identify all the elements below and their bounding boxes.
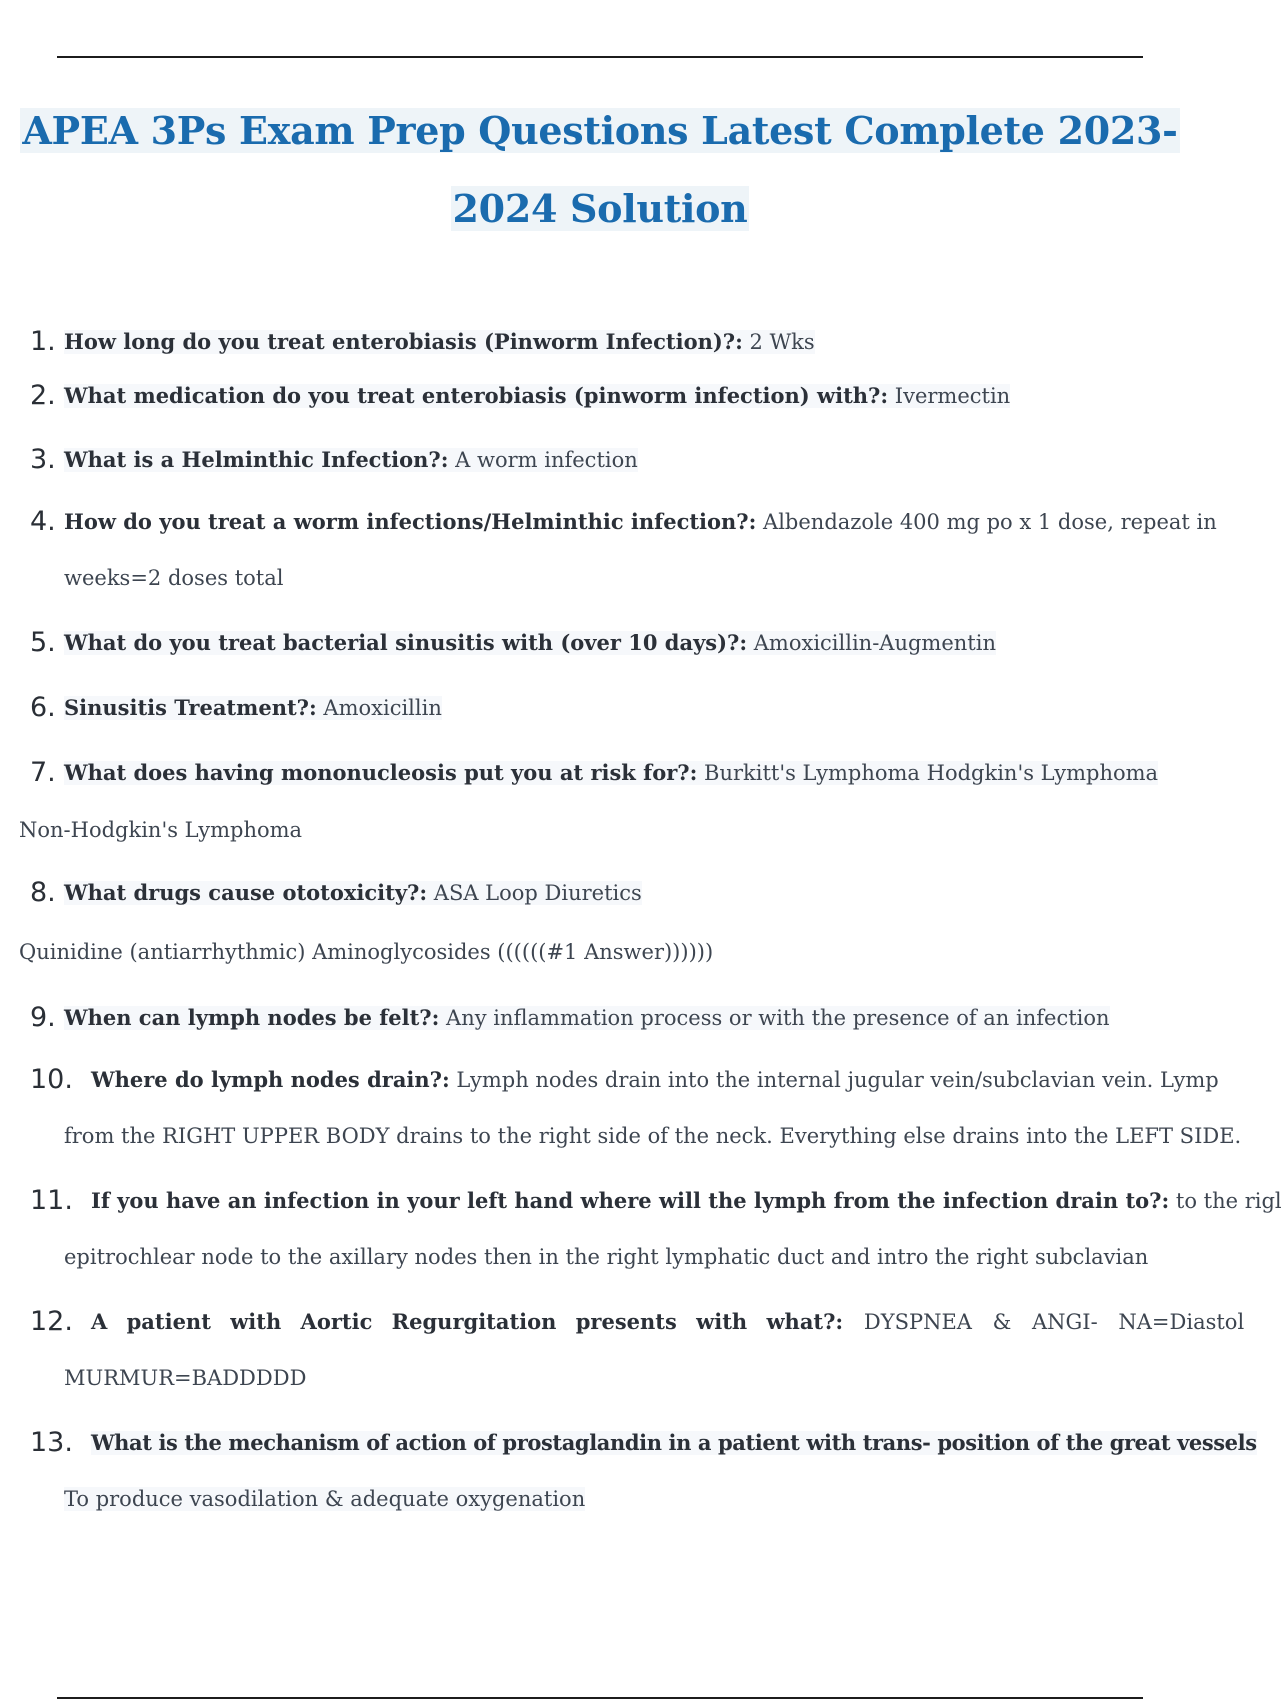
question-number: 2.	[30, 380, 56, 411]
question-text: When can lymph nodes be felt?:	[64, 1005, 440, 1030]
question-number: 12.	[30, 1306, 73, 1337]
document-title-line-1: APEA 3Ps Exam Prep Questions Latest Complete 2023-	[22, 108, 1178, 153]
question-text: What drugs cause ototoxicity?:	[64, 880, 428, 905]
answer-text: DYSPNEA & ANGI- NA=Diastol	[843, 1310, 1245, 1334]
answer-continuation: MURMUR=BADDDDD	[64, 1366, 307, 1390]
question-number: 13.	[30, 1427, 73, 1458]
question-number: 10.	[30, 1064, 73, 1095]
answer-text: Albendazole 400 mg po x 1 dose, repeat in	[756, 510, 1217, 534]
question-text: How long do you treat enterobiasis (Pinworm Infection)?:	[64, 329, 743, 354]
question-text: Where do lymph nodes drain?:	[91, 1067, 450, 1092]
answer-text: Amoxicillin	[316, 696, 442, 720]
answer-text: ASA Loop Diuretics	[427, 881, 642, 905]
question-number: 9.	[30, 1002, 56, 1033]
question-text: What medication do you treat enterobiasis (pinworm infection) with?:	[64, 383, 889, 408]
answer-continuation: from the RIGHT UPPER BODY drains to the right side of the neck. Everything else drains into the LEFT SIDE.	[64, 1124, 1242, 1148]
question-text: What do you treat bacterial sinusitis with (over 10 days)?:	[64, 630, 748, 655]
question-text: A patient with Aortic Regurgitation presents with what?:	[91, 1309, 844, 1334]
answer-continuation: epitrochlear node to the axillary nodes then in the right lymphatic duct and intro the right subclavian	[64, 1245, 1149, 1269]
question-text: If you have an infection in your left hand where will the lymph from the infection drain to?:	[91, 1188, 1170, 1213]
question-number: 6.	[30, 692, 56, 723]
question-number: 7.	[30, 757, 56, 788]
answer-text: 2 Wks	[742, 330, 815, 354]
question-number: 4.	[30, 506, 56, 537]
question-number: 8.	[30, 877, 56, 908]
answer-continuation: weeks=2 doses total	[64, 566, 284, 590]
question-number: 3.	[30, 444, 56, 475]
bottom-rule	[57, 1697, 1143, 1699]
answer-text: Ivermectin	[888, 384, 1011, 408]
question-text: Sinusitis Treatment?:	[64, 695, 317, 720]
answer-continuation: Non-Hodgkin's Lymphoma	[19, 818, 303, 842]
answer-continuation: Quinidine (antiarrhythmic) Aminoglycosides ((((((#1 Answer))))))	[19, 940, 714, 964]
answer-text: Any inflammation process or with the presence of an infection	[439, 1006, 1110, 1030]
answer-text: to the rigl	[1169, 1189, 1282, 1213]
answer-text: Burkitt's Lymphoma Hodgkin's Lymphoma	[697, 761, 1159, 785]
question-text: What is a Helminthic Infection?:	[64, 447, 449, 472]
answer-continuation: To produce vasodilation & adequate oxygenation	[64, 1487, 586, 1511]
answer-text: Amoxicillin-Augmentin	[747, 631, 996, 655]
question-text: How do you treat a worm infections/Helminthic infection?:	[64, 509, 757, 534]
question-text: What is the mechanism of action of prostaglandin in a patient with trans- position of the great vessels	[91, 1430, 1257, 1455]
top-rule	[57, 56, 1143, 58]
question-text: What does having mononucleosis put you at risk for?:	[64, 760, 698, 785]
answer-text: A worm infection	[448, 448, 638, 472]
question-number: 5.	[30, 627, 56, 658]
question-number: 11.	[30, 1185, 73, 1216]
answer-text: Lymph nodes drain into the internal jugular vein/subclavian vein. Lymp	[449, 1068, 1219, 1092]
document-title-line-2: 2024 Solution	[452, 186, 748, 231]
question-number: 1.	[30, 326, 56, 357]
